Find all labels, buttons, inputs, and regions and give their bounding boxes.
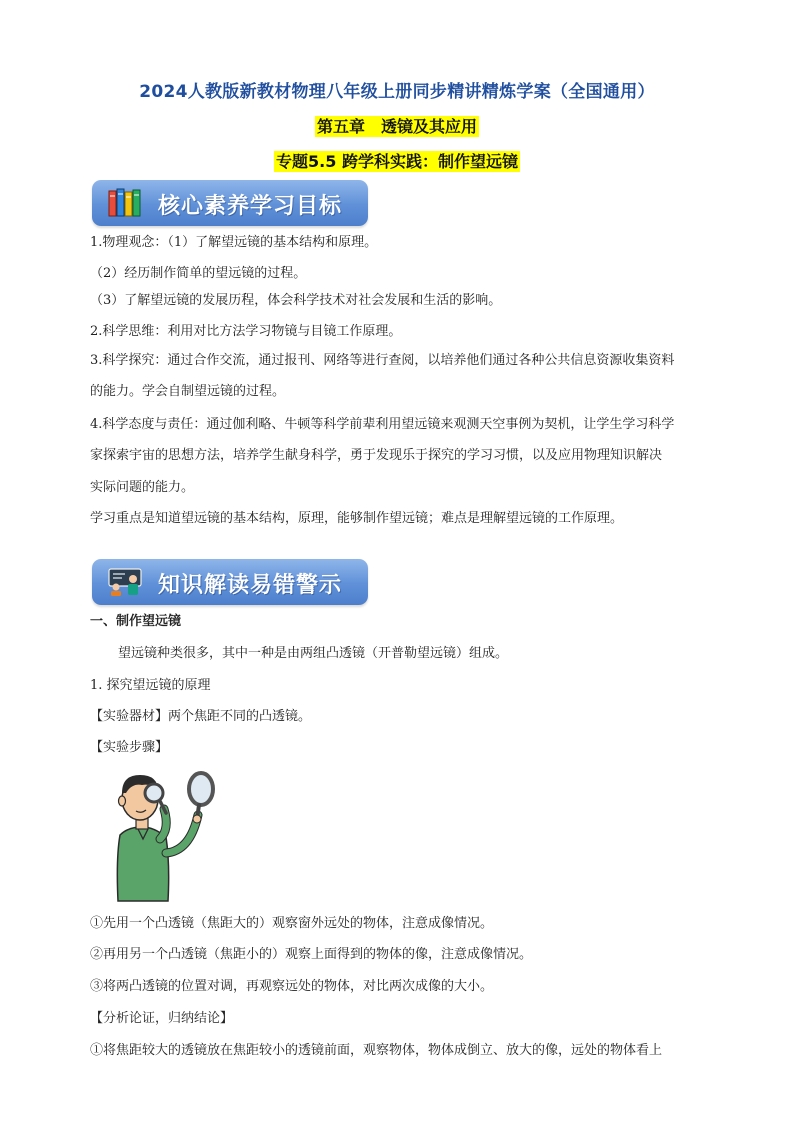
objective-line-3: （3）了解望远镜的发展历程，体会科学技术对社会发展和生活的影响。 (90, 293, 502, 308)
objective-line-7: 4.科学态度与责任：通过伽利略、牛顿等科学前辈利用望远镜来观测天空事例为契机，让学生学习科学 (90, 417, 675, 432)
books-icon (108, 188, 142, 218)
sub-heading: 1. 探究望远镜的原理 (90, 678, 211, 693)
topic-title-text: 专题5.5 跨学科实践：制作望远镜 (276, 152, 518, 171)
objective-line-9: 实际问题的能力。 (90, 480, 195, 495)
topic-title (0, 149, 794, 172)
section-banner-objectives-label: 核心素养学习目标 (158, 194, 343, 219)
objective-line-10: 学习重点是知道望远镜的基本结构，原理，能够制作望远镜；难点是理解望远镜的工作原理。 (90, 511, 624, 526)
section-banner-objectives (92, 180, 368, 226)
analysis-label: 【分析论证，归纳结论】 (90, 1011, 234, 1026)
document-title: 2024人教版新教材物理八年级上册同步精讲精炼学案（全国通用） (139, 82, 655, 102)
boy-with-magnifiers-illustration (98, 763, 218, 903)
chapter-title-text: 第五章 透镜及其应用 (316, 117, 477, 136)
objective-line-2: （2）经历制作简单的望远镜的过程。 (90, 266, 307, 281)
step-1: ①先用一个凸透镜（焦距大的）观察窗外远处的物体，注意成像情况。 (90, 916, 494, 931)
steps-label: 【实验步骤】 (90, 740, 169, 755)
step-2: ②再用另一个凸透镜（焦距小的）观察上面得到的物体的像，注意成像情况。 (90, 947, 533, 962)
analysis-line-1: ①将焦距较大的透镜放在焦距较小的透镜前面，观察物体，物体成倒立、放大的像，远处的物体看上 (90, 1043, 663, 1058)
chapter-title (0, 114, 794, 137)
objective-line-1: 1.物理观念：（1）了解望远镜的基本结构和原理。 (90, 235, 378, 250)
section-banner-knowledge-label: 知识解读易错警示 (158, 573, 343, 598)
objective-line-4: 2.科学思维：利用对比方法学习物镜与目镜工作原理。 (90, 324, 402, 339)
objective-line-5: 3.科学探究：通过合作交流，通过报刊、网络等进行查阅，以培养他们通过各种公共信息资源收集资料 (90, 353, 675, 368)
equipment-line: 【实验器材】两个焦距不同的凸透镜。 (90, 709, 312, 724)
objective-line-8: 家探索宇宙的思想方法，培养学生献身科学，勇于发现乐于探究的学习习惯，以及应用物理知识解决 (90, 448, 663, 463)
teacher-icon (108, 567, 142, 597)
step-3: ③将两凸透镜的位置对调，再观察远处的物体，对比两次成像的大小。 (90, 979, 494, 994)
section-heading: 一、制作望远镜 (90, 614, 182, 629)
objective-line-6: 的能力。学会自制望远镜的过程。 (90, 384, 286, 399)
section-banner-knowledge (92, 559, 368, 605)
intro-paragraph: 望远镜种类很多，其中一种是由两组凸透镜（开普勒望远镜）组成。 (118, 646, 509, 661)
